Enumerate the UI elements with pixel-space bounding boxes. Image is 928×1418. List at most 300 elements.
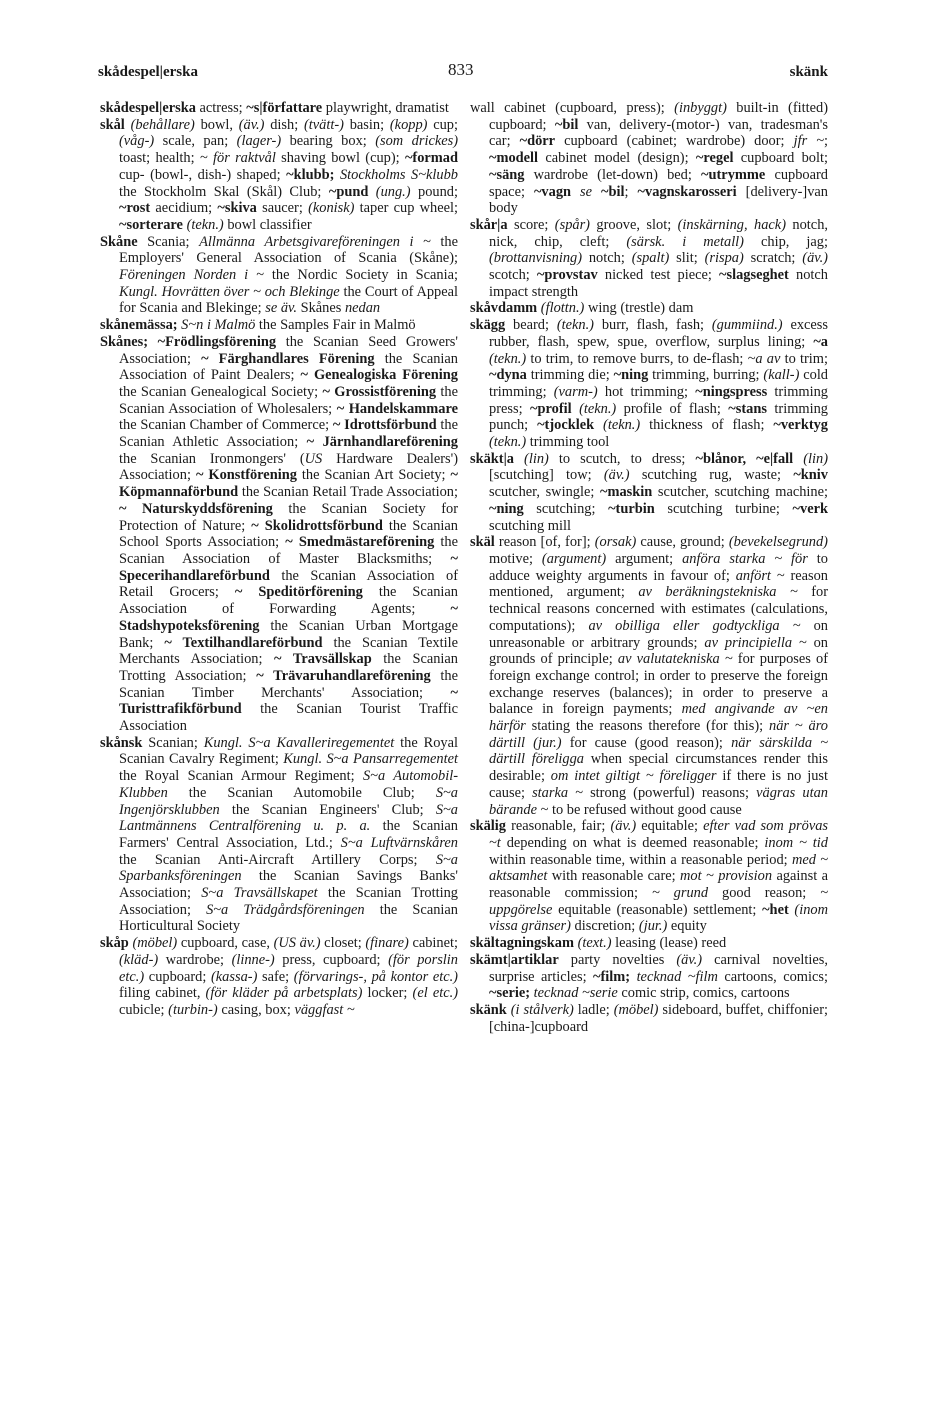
- definition-text: scutching mill: [489, 517, 571, 534]
- definition-text: stating the reasons therefore (for this);: [525, 718, 770, 735]
- dictionary-entry: [470, 1002, 828, 1035]
- dictionary-entry: [470, 935, 828, 952]
- definition-text: playwright, dramatist: [322, 100, 449, 116]
- definition-text: thickness of flash;: [640, 417, 774, 434]
- headword: ~maskin: [599, 484, 653, 501]
- headword: skäl: [470, 534, 495, 551]
- headword: ~slagseghet: [719, 267, 789, 284]
- dictionary-entry: [470, 818, 828, 935]
- headword: ~ Skolidrottsförbund: [251, 517, 383, 534]
- headword: skäkt|a: [470, 450, 514, 467]
- headword: ~dörr: [519, 133, 556, 150]
- definition-text: [571, 184, 580, 200]
- definition-text: beard;: [505, 317, 557, 334]
- definition-text: [368, 184, 375, 200]
- definition-text: the Scanian Association of Retail Grocers;: [119, 567, 458, 601]
- usage-note: (US äv.): [273, 935, 321, 952]
- usage-note: se: [580, 183, 593, 200]
- usage-note: av valutatekniska ~: [617, 651, 733, 668]
- headword: ~bil: [554, 116, 579, 133]
- headword: ~ Konstförening: [195, 467, 297, 484]
- usage-note: starka ~: [532, 784, 583, 801]
- headword: skämt|artiklar: [470, 951, 559, 968]
- definition-text: trimming punch;: [489, 400, 828, 434]
- headword: skånsk: [100, 734, 143, 751]
- dictionary-entry: [470, 451, 828, 535]
- usage-note: tecknad ~film: [636, 968, 718, 985]
- usage-note: (tekn.): [186, 216, 224, 233]
- definition-text: the Scanian Association of Master Blacksmiths;: [119, 534, 458, 567]
- usage-note: S~a Luftvärnskåren: [340, 834, 459, 851]
- headword: ~provstav: [536, 267, 598, 284]
- usage-note: efter vad som prövas ~t: [489, 818, 829, 851]
- usage-note: Kungl. S~a Kavalleriregementet: [203, 734, 395, 751]
- definition-text: if there is no just cause;: [489, 768, 828, 801]
- usage-note: (bevekelsegrund): [728, 534, 828, 551]
- definition-text: cold trimming;: [489, 367, 829, 400]
- definition-text: on grounds of principle;: [489, 634, 828, 668]
- headword: ~ Trävaruhandlareförening: [256, 667, 431, 684]
- definition-text: party novelties: [558, 951, 677, 968]
- dictionary-entry: [470, 952, 828, 1002]
- definition-text: nicked test piece;: [597, 267, 720, 284]
- definition-text: [594, 417, 603, 433]
- definition-text: on unreasonable or arbitrary grounds;: [489, 617, 828, 651]
- definition-text: filing cabinet,: [119, 985, 206, 1002]
- usage-note: (ung.): [375, 183, 411, 200]
- definition-text: equity: [667, 918, 707, 935]
- definition-text: to be refused without good cause: [548, 801, 742, 818]
- headword: ~ Smedmästareförening: [285, 534, 435, 551]
- definition-text: dish;: [264, 116, 304, 133]
- definition-text: score;: [507, 216, 555, 233]
- usage-note: S~a Sparbanksföreningen: [119, 851, 458, 885]
- definition-text: [514, 451, 524, 467]
- headword: skål: [100, 116, 125, 133]
- usage-note: (för kläder på arbetsplats): [205, 985, 363, 1002]
- usage-note: när särskilda ~ därtill föreligga: [489, 734, 828, 768]
- dictionary-entry: [470, 300, 828, 317]
- dictionary-entry: [100, 234, 458, 318]
- headword: Skåne: [100, 233, 138, 250]
- usage-note: av principiella ~: [704, 634, 807, 651]
- usage-note: ~ grund: [651, 885, 709, 902]
- definition-text: the Scanian Tourist Traffic Association: [119, 701, 458, 735]
- definition-text: carnival novelties, surprise articles;: [489, 951, 828, 985]
- headword: ~ Stadshypoteksförening: [119, 601, 458, 634]
- headword: ~film;: [593, 968, 631, 985]
- definition-text: the Scanian Association of Forwarding Agents;: [119, 584, 458, 618]
- definition-text: with reasonable care;: [547, 868, 681, 885]
- usage-note: anföra starka ~ för: [682, 550, 808, 567]
- headword: ~profil: [530, 400, 572, 417]
- definition-text: the Nordic Society in Scania;: [263, 267, 458, 284]
- usage-note: S~a Travsällskapet: [201, 885, 318, 902]
- definition-text: actress;: [195, 100, 247, 116]
- headword: ~ Speditörförening: [234, 584, 363, 601]
- definition-text: within reasonable time, within a reasonable period;: [489, 851, 792, 868]
- headword: skånemässa;: [100, 317, 178, 334]
- usage-note: ~ uppgörelse: [489, 885, 828, 918]
- definition-text: notch;: [582, 250, 632, 267]
- definition-text: pound;: [410, 183, 458, 200]
- definition-text: aecidium;: [150, 200, 218, 217]
- definition-text: the Scanian School Sports Association;: [119, 517, 458, 551]
- headword: ~ Handelskammare: [336, 400, 458, 417]
- usage-note: med ~ aktsamhet: [489, 851, 829, 885]
- headword: ~stans: [728, 400, 767, 417]
- definition-text: excess rubber, flash, spew, spue, overflow, surplus lining;: [489, 317, 828, 350]
- definition-text: reason mentioned, argument;: [489, 567, 829, 601]
- definition-text: against a reasonable commission;: [489, 868, 828, 902]
- headword: ~verk: [792, 500, 828, 517]
- headword: ~kniv: [793, 467, 828, 484]
- usage-note: (äv.): [603, 467, 630, 484]
- headword: skåp: [100, 935, 129, 952]
- definition-text: scutcher, swingle;: [489, 484, 600, 501]
- definition-text: cupboard, case,: [177, 935, 274, 952]
- left-column: [100, 100, 458, 1019]
- definition-text: sideboard, buffet, chiffonier; [china-]cupboard: [489, 1001, 828, 1035]
- definition-text: [592, 184, 601, 200]
- usage-note: (äv.): [238, 116, 265, 133]
- usage-note: (behållare): [130, 116, 195, 133]
- definition-text: the Scanian Savings Banks' Association;: [119, 868, 458, 902]
- usage-note: Stockholms S~klubb: [339, 166, 458, 183]
- definition-text: the Scanian Anti-Aircraft Artillery Corps;: [119, 851, 436, 868]
- dictionary-entry: [470, 534, 828, 818]
- dictionary-entry: [100, 100, 458, 117]
- definition-text: the Samples Fair in Malmö: [255, 317, 416, 334]
- definition-text: cause, ground;: [636, 534, 729, 551]
- headword: ~het: [762, 901, 789, 918]
- dictionary-entry: [470, 217, 828, 301]
- definition-text: wall cabinet (cupboard, press);: [470, 100, 675, 116]
- usage-note: (rispa): [704, 250, 744, 267]
- usage-note: (spalt): [631, 250, 670, 267]
- headword: ~ Järnhandlareförening: [306, 434, 458, 451]
- headword: ~vagnskarosseri: [637, 183, 737, 200]
- definition-text: the Scanian Athletic Association;: [119, 417, 458, 451]
- usage-note: (kläd-): [119, 951, 159, 968]
- left-guide-word: skådespel|erska: [98, 64, 198, 80]
- dictionary-entry: [100, 735, 458, 935]
- definition-text: notch, nick, chip, cleft;: [489, 216, 828, 250]
- definition-text: the Scanian Timber Merchants' Association;: [119, 667, 458, 701]
- running-head: [98, 60, 828, 84]
- definition-text: the Scanian Horticultural Society: [119, 901, 458, 935]
- definition-text: scutcher, scutching machine;: [652, 484, 828, 501]
- headword: skåvdamm: [470, 300, 538, 317]
- definition-text: casing, box;: [217, 1001, 295, 1018]
- definition-text: groove, slot;: [589, 216, 678, 233]
- usage-note: (tekn.): [603, 417, 641, 434]
- definition-text: [793, 451, 803, 467]
- usage-note: inom ~ tid: [764, 834, 828, 851]
- headword: ~ Textilhandlareförbund: [164, 634, 323, 651]
- definition-text: comic strip, comics, cartoons: [617, 985, 790, 1002]
- definition-text: for cause (good reason);: [561, 734, 732, 751]
- definition-text: the Scanian Genealogical Society;: [119, 383, 323, 400]
- headword: ~a: [813, 333, 828, 350]
- headword: Skånes; ~Frödlingsförening: [100, 333, 277, 350]
- definition-text: press, cupboard;: [274, 951, 389, 968]
- dictionary-entry: [100, 117, 458, 234]
- definition-text: reason [of, for];: [494, 534, 595, 551]
- definition-text: strong (powerful) reasons;: [582, 784, 757, 801]
- definition-text: the Scanian Automobile Club;: [167, 784, 436, 801]
- definition-text: for purposes of foreign exchange control; in order to preserve the foreign exchange reserves (balances); in order to preserve a balance in foreign payments;: [489, 651, 828, 718]
- headword: ~dyna: [489, 367, 527, 384]
- headword: skälig: [470, 818, 506, 835]
- usage-note: mot ~ provision: [680, 868, 773, 885]
- definition-text: closet;: [320, 935, 366, 952]
- definition-text: cup;: [427, 116, 459, 133]
- definition-text: profile of flash;: [616, 400, 729, 417]
- usage-note: av beräkningstekniska ~: [638, 584, 798, 601]
- usage-note: (äv.): [610, 818, 637, 835]
- definition-text: [572, 401, 579, 417]
- usage-note: S~a Ingenjörsklubben: [119, 784, 458, 818]
- definition-text: the Scanian Association of Paint Dealers;: [119, 350, 458, 384]
- usage-note: Kungl. Hovrätten över ~ och Blekinge: [119, 283, 340, 300]
- definition-text: argument;: [606, 550, 683, 567]
- definition-text: the Scanian Trotting Association;: [119, 885, 458, 918]
- usage-note: tecknad ~serie: [533, 985, 618, 1002]
- definition-text: reasonable, fair;: [506, 818, 611, 835]
- definition-text: [delivery-]van body: [489, 183, 828, 217]
- headword: ~ Färghandlares Förening: [201, 350, 375, 367]
- headword: ~ Grossistförening: [322, 383, 437, 400]
- definition-text: the Scanian Chamber of Commerce;: [119, 417, 333, 434]
- headword: ~ning: [613, 367, 649, 384]
- definition-text: motive;: [489, 550, 542, 567]
- definition-text: chip, jag;: [743, 233, 828, 250]
- definition-text: the Royal Scanian Cavalry Regiment;: [119, 734, 458, 768]
- usage-note: (jur.): [638, 918, 668, 935]
- headword: ~ Naturskyddsförening: [119, 500, 273, 517]
- usage-note: (äv.): [676, 951, 703, 968]
- usage-note: (kall-): [763, 367, 800, 384]
- definition-text: ;: [624, 183, 638, 200]
- definition-text: leasing (lease) reed: [611, 935, 727, 952]
- definition-text: hot trimming;: [597, 383, 696, 400]
- definition-text: the Scanian Seed Growers' Association;: [119, 333, 458, 367]
- headword: ~skiva: [217, 200, 257, 217]
- definition-text: Skånes: [296, 300, 345, 317]
- right-column: [470, 100, 828, 1035]
- usage-note: jfr ~: [793, 133, 824, 150]
- definition-text: slit;: [669, 250, 705, 267]
- definition-text: wardrobe (let-down) bed;: [524, 166, 702, 183]
- headword: ~klubb;: [286, 166, 335, 183]
- usage-note: S~a Automobil-Klubben: [119, 768, 459, 801]
- headword: ~ Idrottsförbund: [332, 417, 437, 434]
- definition-text: Hardware Dealers') Association;: [119, 450, 458, 484]
- definition-text: to adduce weighty arguments in favour of;: [489, 550, 828, 584]
- definition-text: the Court of Appeal for Scania and Blekinge;: [119, 283, 459, 317]
- definition-text: trimming die;: [526, 367, 614, 384]
- definition-text: Scanian;: [142, 734, 204, 751]
- definition-text: cupboard;: [144, 968, 211, 985]
- usage-note: (flottn.): [540, 300, 585, 317]
- definition-text: equitable;: [636, 818, 704, 835]
- definition-text: scutching;: [523, 500, 609, 517]
- headword: ~ Travsällskap: [274, 651, 372, 668]
- headword: ~rost: [119, 200, 151, 217]
- definition-text: taper cup wheel;: [354, 200, 458, 217]
- usage-note: (text.): [577, 935, 612, 952]
- usage-note: (lin): [524, 450, 549, 467]
- definition-text: wardrobe;: [158, 951, 232, 968]
- usage-note: Allmänna Arbetsgivareföreningen i ~: [199, 233, 431, 250]
- usage-note: (möbel): [613, 1001, 659, 1018]
- definition-text: the Scanian Society for Protection of Nature;: [119, 500, 458, 534]
- definition-text: depending on what is deemed reasonable;: [500, 834, 765, 851]
- usage-note: S~n i Malmö: [181, 317, 256, 334]
- usage-note: (tekn.): [489, 434, 527, 451]
- dictionary-entry: [470, 317, 828, 451]
- definition-text: scotch;: [489, 267, 537, 284]
- usage-note: S~a Lantmännens Centralförening u. p. a.: [119, 801, 458, 835]
- definition-text: the Scanian Engineers' Club;: [219, 801, 436, 818]
- headword: ~verktyg: [773, 417, 828, 434]
- definition-text: saucer;: [256, 200, 309, 217]
- headword: ~turbin: [608, 500, 655, 517]
- headword: ~ Köpmannaförbund: [119, 467, 458, 501]
- definition-text: cupboard bolt;: [733, 150, 828, 167]
- usage-note: (inbyggt): [674, 100, 727, 116]
- definition-text: [scutching] tow;: [489, 467, 604, 484]
- definition-text: trimming, burring;: [648, 367, 764, 384]
- usage-note: US: [304, 450, 323, 467]
- usage-note: (tvätt-): [303, 116, 344, 133]
- definition-text: cartoons, comics;: [717, 968, 828, 985]
- definition-text: the Scanian Textile Merchants Association;: [119, 634, 458, 668]
- definition-text: ladle;: [573, 1001, 614, 1018]
- definition-text: the Scanian Ironmongers' (: [119, 450, 305, 467]
- usage-note: (tekn.): [489, 350, 527, 367]
- definition-text: cup- (bowl-, dish-) shaped;: [119, 166, 287, 183]
- definition-text: scutching rug, waste;: [629, 467, 794, 484]
- dictionary-entry: [100, 317, 458, 334]
- definition-text: notch impact strength: [489, 267, 828, 300]
- definition-text: scutching turbine;: [654, 500, 793, 517]
- usage-note: (orsak): [594, 534, 637, 551]
- headword: ~modell: [489, 150, 539, 167]
- definition-text: scale, pan;: [154, 133, 237, 150]
- usage-note: (för porslin etc.): [119, 951, 458, 985]
- headword: ~ Turisttrafikförbund: [119, 684, 458, 718]
- usage-note: ~a av: [747, 350, 781, 367]
- headword: skänk: [470, 1001, 507, 1018]
- usage-note: (tekn.): [579, 400, 617, 417]
- page-number: 833: [448, 60, 474, 79]
- usage-note: med angivande av ~en härför: [489, 701, 828, 735]
- usage-note: (konisk): [308, 200, 355, 217]
- definition-text: the Scanian Art Society;: [296, 467, 451, 484]
- definition-text: bearing box;: [281, 133, 376, 150]
- definition-text: locker;: [362, 985, 413, 1002]
- definition-text: cubicle;: [119, 1001, 169, 1018]
- usage-note: S~a Trädgårdsföreningen: [206, 901, 365, 918]
- usage-note: (turbin-): [168, 1001, 218, 1018]
- usage-note: om intet giltigt ~ föreligger: [550, 768, 717, 785]
- definition-text: the Stockholm Skal (Skål) Club;: [119, 183, 329, 200]
- definition-text: the Scanian Retail Trade Association;: [238, 484, 458, 501]
- usage-note: (linne-): [231, 951, 275, 968]
- usage-note: (förvarings-, på kontor etc.): [293, 968, 458, 985]
- definition-text: to scutch, to dress;: [548, 450, 696, 467]
- definition-text: basin;: [343, 116, 390, 133]
- headword: ~s|författare: [246, 100, 323, 116]
- usage-note: när ~ äro därtill (jur.): [489, 718, 828, 751]
- definition-text: wing (trestle) dam: [584, 300, 694, 317]
- definition-text: the Scanian Urban Mortgage Bank;: [119, 617, 458, 651]
- usage-note: (särsk. i metall): [626, 233, 744, 250]
- dictionary-entry: [100, 935, 458, 1019]
- usage-note: se äv.: [265, 300, 297, 317]
- usage-note: (kassa-): [211, 968, 258, 985]
- headword: ~pund: [328, 183, 369, 200]
- definition-text: to trim;: [780, 350, 828, 367]
- usage-note: (gummiind.): [711, 317, 783, 334]
- headword: ~formad: [404, 150, 458, 167]
- definition-text: good reason;: [708, 885, 821, 902]
- headword: ~sorterare: [119, 216, 183, 233]
- usage-note: väggfast ~: [294, 1001, 355, 1018]
- usage-note: (inskärning, hack): [677, 216, 786, 233]
- definition-text: burr, flash, fash;: [593, 317, 712, 334]
- headword: skår|a: [470, 216, 508, 233]
- usage-note: Kungl. S~a Pansarregementet: [283, 751, 458, 768]
- usage-note: (äv.): [802, 250, 828, 267]
- usage-note: (varm-): [553, 383, 598, 400]
- definition-text: the Scanian Farmers' Central Association, Ltd.;: [119, 818, 458, 851]
- usage-note: (tekn.): [556, 317, 594, 334]
- definition-text: Scania;: [137, 233, 200, 250]
- definition-text: discretion;: [570, 918, 639, 935]
- usage-note: (i stålverk): [510, 1001, 574, 1018]
- usage-note: (argument): [541, 550, 607, 567]
- right-guide-word: skänk: [789, 64, 828, 80]
- headword: ~ Specerihandlareförbund: [119, 550, 458, 584]
- usage-note: ~ för raktvål: [199, 150, 276, 167]
- definition-text: cabinet model (design);: [538, 150, 696, 167]
- usage-note: nedan: [344, 300, 381, 317]
- definition-text: shaving bowl (cup);: [275, 150, 405, 167]
- definition-text: when special circumstances render this desirable;: [489, 751, 828, 785]
- definition-text: trimming tool: [526, 434, 610, 451]
- headword: skältagningskam: [470, 935, 574, 952]
- dictionary-entry: [470, 100, 828, 217]
- headword: ~blånor, ~e|fall: [695, 450, 794, 467]
- usage-note: anfört ~: [735, 567, 785, 584]
- definition-text: cupboard (cabinet; wardrobe) door;: [555, 133, 794, 150]
- definition-text: bowl classifier: [223, 216, 312, 233]
- usage-note: (våg-): [119, 133, 155, 150]
- usage-note: (spår): [554, 216, 590, 233]
- definition-text: the Scanian Trotting Association;: [119, 651, 458, 684]
- definition-text: cupboard space;: [489, 166, 828, 200]
- dictionary-entry: [100, 334, 458, 735]
- headword: ~ning: [489, 500, 524, 517]
- definition-text: built-in (fitted) cupboard;: [489, 100, 828, 133]
- headword: skådespel|erska: [100, 100, 196, 116]
- headword: ~bil: [601, 183, 625, 200]
- usage-note: vägras utan bärande ~: [489, 784, 828, 818]
- usage-note: (el etc.): [412, 985, 458, 1002]
